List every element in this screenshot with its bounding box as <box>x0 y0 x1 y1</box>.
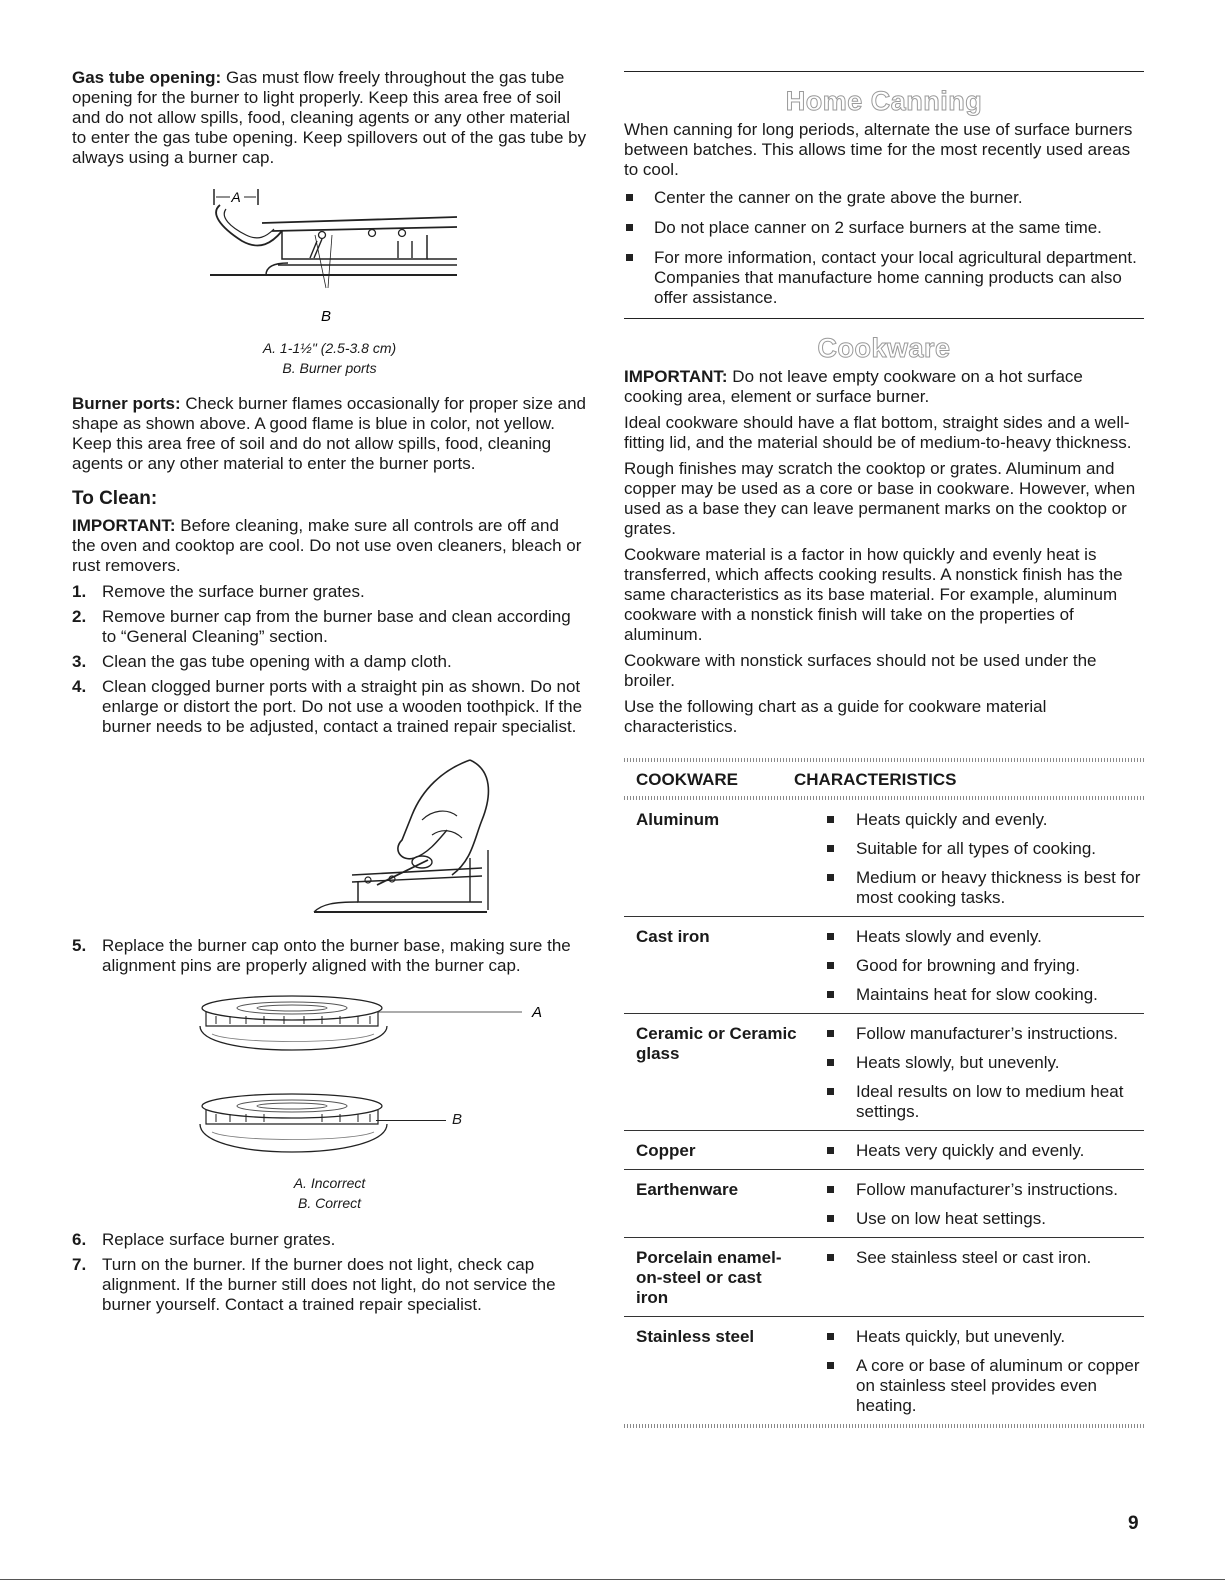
list-item <box>814 1024 1144 1044</box>
gas-tube-label: Gas tube opening: <box>72 68 222 87</box>
table-row <box>624 1131 1144 1170</box>
list-item <box>814 839 1144 859</box>
characteristic-text: Follow manufacturer’s instructions. <box>856 1180 1119 1199</box>
list-item <box>72 1230 587 1250</box>
bullet-icon <box>827 933 834 940</box>
characteristic-text: Heats quickly, but unevenly. <box>856 1327 1066 1346</box>
cap-alignment-diagram <box>192 990 543 1170</box>
cookware-table-body <box>624 800 1144 1424</box>
characteristic-text: Heats very quickly and evenly. <box>856 1141 1085 1160</box>
fig3-label-b: B <box>452 1111 463 1128</box>
fig3-caption-b: B. Correct <box>297 1195 361 1211</box>
characteristics-cell <box>814 1238 1144 1317</box>
bullet-icon <box>827 1333 834 1340</box>
list-item <box>814 1356 1144 1416</box>
fig1-label-a: A <box>231 189 241 205</box>
page-number: 9 <box>1128 1513 1139 1534</box>
bullet-icon <box>827 1088 834 1095</box>
characteristics-cell <box>814 1014 1144 1131</box>
characteristics-cell <box>814 1131 1144 1170</box>
step-text: Clean the gas tube opening with a damp cloth. <box>102 652 452 671</box>
bullet-icon <box>626 224 633 231</box>
step-number: 6. <box>72 1230 87 1249</box>
step-text: Remove burner cap from the burner base and clean according to “General Cleaning” section. <box>102 607 571 646</box>
cookware-paragraph: Use the following chart as a guide for cookware material characteristics. <box>624 697 1047 736</box>
cookware-table <box>624 758 1144 1428</box>
column-header: COOKWARE <box>636 770 738 789</box>
fig1-caption-a: A. 1-1½" (2.5-3.8 cm) <box>262 340 397 356</box>
bullet-text: For more information, contact your local agricultural department. Companies that manufacture home canning products can also offer assistance. <box>654 248 1137 307</box>
bullet-icon <box>827 1059 834 1066</box>
characteristic-text: Suitable for all types of cooking. <box>856 839 1097 858</box>
list-item <box>814 1053 1144 1073</box>
pin-cleaning-diagram <box>242 750 502 920</box>
bullet-text: Center the canner on the grate above the burner. <box>654 188 1023 207</box>
table-row <box>624 800 1144 917</box>
step-text: Clean clogged burner ports with a straight pin as shown. Do not enlarge or distort the port. Do not use a wooden toothpick. If the burner needs to be adjusted, contact a trained repair specialist. <box>102 677 583 736</box>
list-item <box>72 677 587 737</box>
list-item <box>814 1209 1144 1229</box>
cookware-important-label: IMPORTANT: <box>624 367 728 386</box>
material-cell: Ceramic or Ceramic glass <box>624 1014 814 1131</box>
characteristic-text: A core or base of aluminum or copper on stainless steel provides even heating. <box>856 1356 1140 1415</box>
list-item <box>72 936 587 976</box>
bullet-icon <box>626 194 633 201</box>
list-item <box>814 927 1144 947</box>
list-item <box>624 248 1144 308</box>
cookware-important <box>624 367 1144 407</box>
cleaning-steps-list <box>72 582 587 737</box>
characteristic-text: Medium or heavy thickness is best for most cooking tasks. <box>856 868 1141 907</box>
material-cell: Aluminum <box>624 800 814 917</box>
table-row <box>624 1014 1144 1131</box>
to-clean-important <box>72 516 587 576</box>
important-label: IMPORTANT: <box>72 516 176 535</box>
bullet-icon <box>827 1030 834 1037</box>
characteristic-text: Heats slowly and evenly. <box>856 927 1042 946</box>
material-cell: Cast iron <box>624 917 814 1014</box>
home-canning-title: Home Canning <box>785 86 983 116</box>
table-row <box>624 917 1144 1014</box>
characteristic-text: Follow manufacturer’s instructions. <box>856 1024 1119 1043</box>
cookware-paragraph: Rough finishes may scratch the cooktop or grates. Aluminum and copper may be used as a core or base in cookware. However, when used as a base they can leave permanent marks on the cooktop or grates. <box>624 459 1136 538</box>
bullet-icon <box>626 254 633 261</box>
cookware-paragraph: Cookware material is a factor in how quickly and evenly heat is transferred, which affects cooking results. A nonstick finish has the same characteristics as its base material. For example, aluminum cookware with a nonstick finish will take on the properties of aluminum. <box>624 545 1123 644</box>
list-item <box>814 1141 1144 1161</box>
cookware-paragraph: Cookware with nonstick surfaces should not be used under the broiler. <box>624 651 1097 690</box>
burner-ports-label: Burner ports: <box>72 394 181 413</box>
list-item <box>814 868 1144 908</box>
hand-with-pin-illustration <box>242 750 502 920</box>
step-text: Remove the surface burner grates. <box>102 582 365 601</box>
table-bottom-border <box>624 1424 1144 1428</box>
list-item <box>72 1255 587 1315</box>
burner-cap-alignment-illustration <box>192 990 543 1170</box>
list-item <box>814 1327 1144 1347</box>
list-item <box>624 218 1144 238</box>
list-item <box>72 607 587 647</box>
bullet-icon <box>827 1147 834 1154</box>
home-canning-intro: When canning for long periods, alternate the use of surface burners between batches. This allows time for the most recently used areas to cool. <box>624 120 1133 179</box>
gas-tube-paragraph <box>72 68 587 168</box>
fig1-caption-b: B. Burner ports <box>282 360 377 376</box>
burner-ports-paragraph <box>72 394 587 474</box>
characteristic-text: Ideal results on low to medium heat settings. <box>856 1082 1124 1121</box>
cleaning-steps-list-2 <box>72 1230 587 1315</box>
characteristic-text: See stainless steel or cast iron. <box>856 1248 1092 1267</box>
characteristic-text: Maintains heat for slow cooking. <box>856 985 1098 1004</box>
list-item <box>72 652 587 672</box>
material-cell: Earthenware <box>624 1170 814 1238</box>
list-item <box>814 985 1144 1005</box>
bullet-icon <box>827 991 834 998</box>
bullet-icon <box>827 816 834 823</box>
step-number: 1. <box>72 582 87 601</box>
burner-cross-section-illustration <box>202 183 462 328</box>
list-item <box>72 582 587 602</box>
cookware-important-text: Do not leave empty cookware on a hot surface cooking area, element or surface burner. <box>624 367 1083 406</box>
characteristics-cell <box>814 917 1144 1014</box>
bullet-text: Do not place canner on 2 surface burners at the same time. <box>654 218 1102 237</box>
list-item <box>814 810 1144 830</box>
section-divider <box>624 318 1144 319</box>
list-item <box>814 1180 1144 1200</box>
fig1-label-b: B <box>320 308 332 325</box>
step-number: 2. <box>72 607 87 626</box>
characteristics-cell <box>814 1170 1144 1238</box>
step-text: Replace the burner cap onto the burner base, making sure the alignment pins are properly aligned with the burner cap. <box>102 936 571 975</box>
characteristic-text: Use on low heat settings. <box>856 1209 1046 1228</box>
bullet-icon <box>827 845 834 852</box>
step-number: 5. <box>72 936 87 955</box>
characteristics-cell <box>814 1317 1144 1425</box>
fig3-label-b-wrap <box>452 1110 462 1130</box>
cleaning-step-5 <box>72 936 587 976</box>
table-row <box>624 1170 1144 1238</box>
step-number: 7. <box>72 1255 87 1274</box>
characteristics-cell <box>814 800 1144 917</box>
table-row <box>624 1238 1144 1317</box>
column-header: CHARACTERISTICS <box>794 770 957 789</box>
list-item <box>814 1248 1144 1268</box>
to-clean-heading: To Clean: <box>72 488 158 509</box>
bullet-icon <box>827 874 834 881</box>
list-item <box>814 1082 1144 1122</box>
fig3-caption-a: A. Incorrect <box>293 1175 366 1191</box>
list-item <box>814 956 1144 976</box>
characteristic-text: Heats slowly, but unevenly. <box>856 1053 1060 1072</box>
fig3-label-a: A <box>532 1004 543 1021</box>
step-number: 3. <box>72 652 87 671</box>
list-item <box>624 188 1144 208</box>
step-text: Replace surface burner grates. <box>102 1230 336 1249</box>
characteristic-text: Heats quickly and evenly. <box>856 810 1048 829</box>
material-cell: Stainless steel <box>636 1327 755 1346</box>
cookware-paragraph: Ideal cookware should have a flat bottom, straight sides and a well-fitting lid, and the material should be of medium-to-heavy thickness. <box>624 413 1132 452</box>
cookware-title: Cookware <box>817 333 951 363</box>
bullet-icon <box>827 1362 834 1369</box>
burner-ports-text: Check burner flames occasionally for proper size and shape as shown above. A good flame is blue in color, not yellow. Keep this area free of soil and do not allow spills, food, cleaning agents or any other material to enter the burner ports. <box>72 394 586 473</box>
characteristic-text: Good for browning and frying. <box>856 956 1080 975</box>
bullet-icon <box>827 1186 834 1193</box>
material-cell: Porcelain enamel-on-steel or cast iron <box>624 1238 814 1317</box>
section-divider <box>624 71 1144 72</box>
bullet-icon <box>827 1215 834 1222</box>
bullet-icon <box>827 1254 834 1261</box>
important-text: Before cleaning, make sure all controls are off and the oven and cooktop are cool. Do not use oven cleaners, bleach or rust removers. <box>72 516 582 575</box>
cookware-characteristics-table <box>624 762 1144 796</box>
material-cell: Copper <box>624 1131 814 1170</box>
table-row <box>624 1317 1144 1425</box>
bullet-icon <box>827 962 834 969</box>
page-bottom-rule <box>0 1579 1225 1580</box>
burner-diagram <box>202 183 462 328</box>
gas-tube-text: Gas must flow freely throughout the gas tube opening for the burner to light properly. Keep this area free of soil and do not allow spills, food, cleaning agents or any other material to enter the gas tube opening. Keep spillovers out of the gas tube by always using a burner cap. <box>72 68 587 167</box>
step-number: 4. <box>72 677 87 696</box>
table-header-row <box>624 762 1144 796</box>
step-text: Turn on the burner. If the burner does not light, check cap alignment. If the burner still does not light, do not service the burner yourself. Contact a trained repair specialist. <box>102 1255 556 1314</box>
